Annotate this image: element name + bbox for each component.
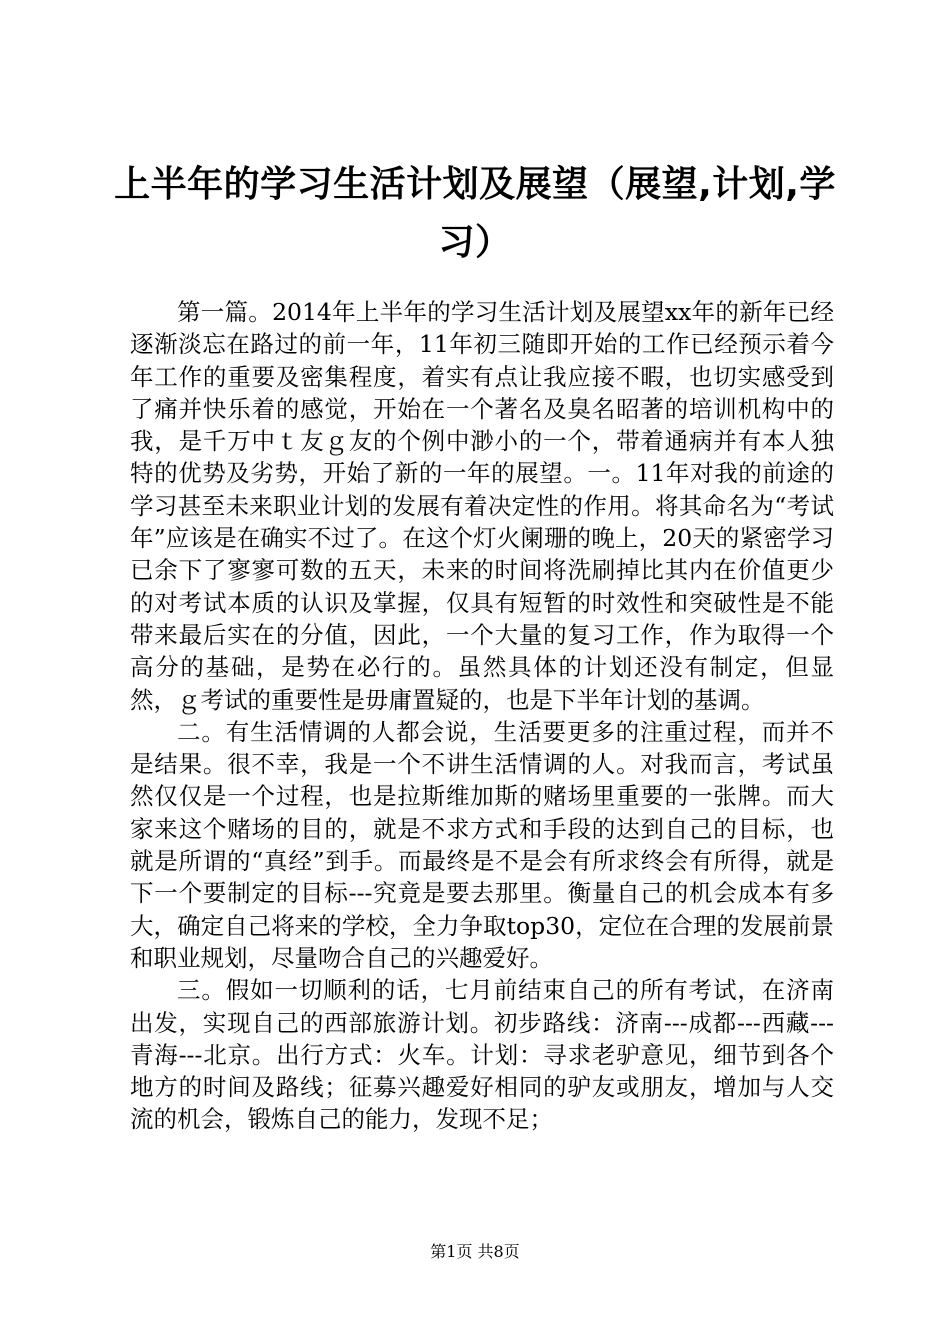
document-body (130, 296, 834, 1136)
paragraph-1: 第一篇。2014年上半年的学习生活计划及展望xx年的新年已经逐渐淡忘在路过的前一年，11年初三随即开始的工作已经预示着今年工作的重要及密集程度，着实有点让我应接不暇，也切实感受到了痛并快乐着的感觉，开始在一个著名及臭名昭著的培训机构中的我，是千万中ｔ友ｇ友的个例中渺小的一个，带着通病并有本人独特的优势及劣势，开始了新的一年的展望。一。11年对我的前途的学习甚至未来职业计划的发展有着决定性的作用。将其命名为“考试年”应该是在确实不过了。在这个灯火阑珊的晚上，20天的紧密学习已余下了寥寥可数的五天，未来的时间将洗刷掉比其内在价值更少的对考试本质的认识及掌握，仅具有短暂的时效性和突破性是不能带来最后实在的分值，因此，一个大量的复习工作，作为取得一个高分的基础，是势在必行的。虽然具体的计划还没有制定，但显然，ｇ考试的重要性是毋庸置疑的，也是下半年计划的基调。 (130, 298, 834, 714)
document-title: 上半年的学习生活计划及展望（展望,计划,学习） (114, 164, 836, 263)
page-number-footer: 第1页 共8页 (430, 1242, 520, 1261)
paragraph-3: 三。假如一切顺利的话，七月前结束自己的所有考试，在济南出发，实现自己的西部旅游计划。初步路线：济南---成都---西藏---青海---北京。出行方式：火车。计划：寻求老驴意见，细节到各个地方的时间及路线；征募兴趣爱好相同的驴友或朋友，增加与人交流的机会，锻炼自己的能力，发现不足； (130, 976, 834, 1134)
paragraph-2: 二。有生活情调的人都会说，生活要更多的注重过程，而并不是结果。很不幸，我是一个不讲生活情调的人。对我而言，考试虽然仅仅是一个过程，也是拉斯维加斯的赌场里重要的一张牌。而大家来这个赌场的目的，就是不求方式和手段的达到自己的目标，也就是所谓的“真经”到手。而最终是不是会有所求终会有所得，就是下一个要制定的目标---究竟是要去那里。衡量自己的机会成本有多大，确定自己将来的学校，全力争取top30，定位在合理的发展前景和职业规划，尽量吻合自己的兴趣爱好。 (130, 717, 834, 972)
